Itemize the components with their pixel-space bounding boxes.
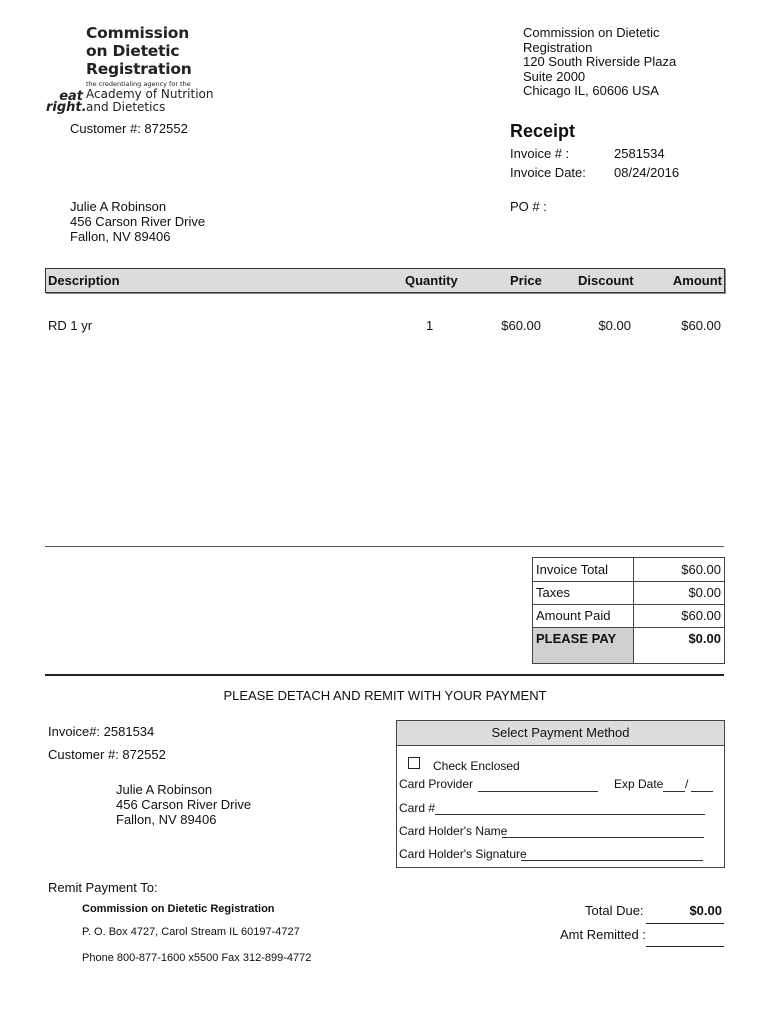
billing-street: 456 Carson River Drive bbox=[70, 214, 206, 229]
billing-name: Julie A Robinson bbox=[70, 199, 167, 214]
table-row bbox=[45, 318, 723, 334]
logo-line-3: Registration bbox=[86, 60, 192, 78]
remit-address bbox=[116, 782, 251, 827]
totals-row-taxes bbox=[533, 581, 724, 605]
card-provider-field[interactable] bbox=[478, 791, 598, 792]
payment-method-box bbox=[396, 720, 725, 868]
invoice-number-value: 2581534 bbox=[614, 146, 665, 161]
logo-line-1: Commission bbox=[86, 24, 190, 42]
customer-number: Customer #: 872552 bbox=[70, 121, 188, 136]
logo-academy-line-2: and Dietetics bbox=[86, 100, 166, 114]
remit-po-box: P. O. Box 4727, Carol Stream IL 60197-4727 bbox=[82, 926, 300, 938]
invoice-date-value: 08/24/2016 bbox=[614, 165, 680, 180]
divider bbox=[45, 546, 724, 547]
totals-box bbox=[532, 557, 725, 664]
exp-year-field[interactable] bbox=[691, 791, 713, 792]
detach-line bbox=[45, 674, 724, 676]
column-amount: Amount bbox=[672, 273, 722, 288]
remit-invoice-number: Invoice#: 2581534 bbox=[48, 724, 155, 739]
payment-method-title: Select Payment Method bbox=[397, 721, 724, 746]
card-number-label: Card # bbox=[399, 801, 436, 815]
address-line: Chicago IL, 60606 USA bbox=[523, 83, 659, 98]
column-quantity: Quantity bbox=[405, 273, 458, 288]
billing-address bbox=[70, 199, 205, 244]
amount-paid-label: Amount Paid bbox=[536, 608, 611, 623]
organization-logo bbox=[46, 24, 216, 116]
total-due-underline bbox=[646, 923, 724, 924]
totals-row-amount-paid bbox=[533, 604, 724, 628]
column-description: Description bbox=[48, 273, 120, 288]
card-holder-signature-label: Card Holder's Signature bbox=[399, 847, 527, 861]
remit-customer-number: Customer #: 872552 bbox=[48, 747, 166, 762]
amount-remitted-label: Amt Remitted : bbox=[560, 927, 646, 942]
eat-right-logo bbox=[46, 89, 87, 115]
po-number-label: PO # : bbox=[510, 199, 547, 214]
item-discount: $0.00 bbox=[598, 318, 631, 333]
invoice-total-label: Invoice Total bbox=[536, 562, 609, 577]
invoice-total-value: $60.00 bbox=[681, 562, 721, 577]
exp-date-slash: / bbox=[685, 777, 689, 791]
check-enclosed-label: Check Enclosed bbox=[433, 759, 520, 773]
remit-phone: Phone 800-877-1600 x5500 Fax 312-899-4772 bbox=[82, 952, 312, 964]
total-due-label: Total Due: bbox=[585, 903, 644, 918]
check-enclosed-checkbox[interactable] bbox=[408, 757, 420, 769]
logo-line-2: on Dietetic bbox=[86, 42, 180, 60]
remit-name: Julie A Robinson bbox=[116, 782, 213, 797]
exp-date-label: Exp Date bbox=[614, 777, 664, 791]
address-line: 120 South Riverside Plaza bbox=[523, 54, 677, 69]
invoice-date-label: Invoice Date: bbox=[510, 165, 586, 180]
card-holder-name-field[interactable] bbox=[502, 837, 704, 838]
item-description: RD 1 yr bbox=[48, 318, 93, 333]
card-holder-name-label: Card Holder's Name bbox=[399, 824, 508, 838]
taxes-label: Taxes bbox=[536, 585, 570, 600]
remit-org-name: Commission on Dietetic Registration bbox=[82, 903, 275, 915]
address-line: Suite 2000 bbox=[523, 68, 586, 84]
item-amount: $60.00 bbox=[681, 318, 721, 333]
exp-month-field[interactable] bbox=[663, 791, 685, 792]
column-discount: Discount bbox=[578, 273, 634, 288]
please-pay-value: $0.00 bbox=[688, 631, 721, 646]
amount-remitted-field[interactable] bbox=[646, 946, 724, 947]
card-holder-signature-field[interactable] bbox=[521, 860, 703, 861]
detach-instructions: PLEASE DETACH AND REMIT WITH YOUR PAYMENT bbox=[223, 688, 547, 703]
right-logo-text: right. bbox=[46, 100, 87, 115]
taxes-value: $0.00 bbox=[688, 585, 721, 600]
amount-paid-value: $60.00 bbox=[681, 608, 721, 623]
receipt-title: Receipt bbox=[510, 121, 576, 141]
please-pay-label: PLEASE PAY bbox=[536, 631, 617, 646]
remit-street: 456 Carson River Drive bbox=[116, 797, 252, 812]
item-price: $60.00 bbox=[501, 318, 541, 333]
billing-city: Fallon, NV 89406 bbox=[70, 229, 171, 244]
card-provider-label: Card Provider bbox=[399, 777, 474, 791]
line-items-header bbox=[45, 268, 725, 293]
totals-row-please-pay bbox=[533, 627, 724, 663]
remit-to-label: Remit Payment To: bbox=[48, 880, 158, 895]
remit-city: Fallon, NV 89406 bbox=[116, 812, 217, 827]
totals-row-invoice-total bbox=[533, 558, 724, 582]
eat-logo-text: eat bbox=[59, 89, 83, 104]
organization-address bbox=[523, 26, 676, 99]
address-line: Registration bbox=[523, 39, 593, 55]
invoice-number-label: Invoice # : bbox=[510, 146, 570, 161]
item-quantity: 1 bbox=[426, 318, 434, 333]
address-line: Commission on Dietetic bbox=[523, 25, 660, 40]
total-due-value: $0.00 bbox=[689, 903, 722, 918]
logo-tagline: the credentialing agency for the bbox=[86, 80, 191, 88]
card-number-field[interactable] bbox=[435, 814, 705, 815]
column-price: Price bbox=[510, 273, 542, 288]
logo-academy-line-1: Academy of Nutrition bbox=[86, 87, 214, 101]
